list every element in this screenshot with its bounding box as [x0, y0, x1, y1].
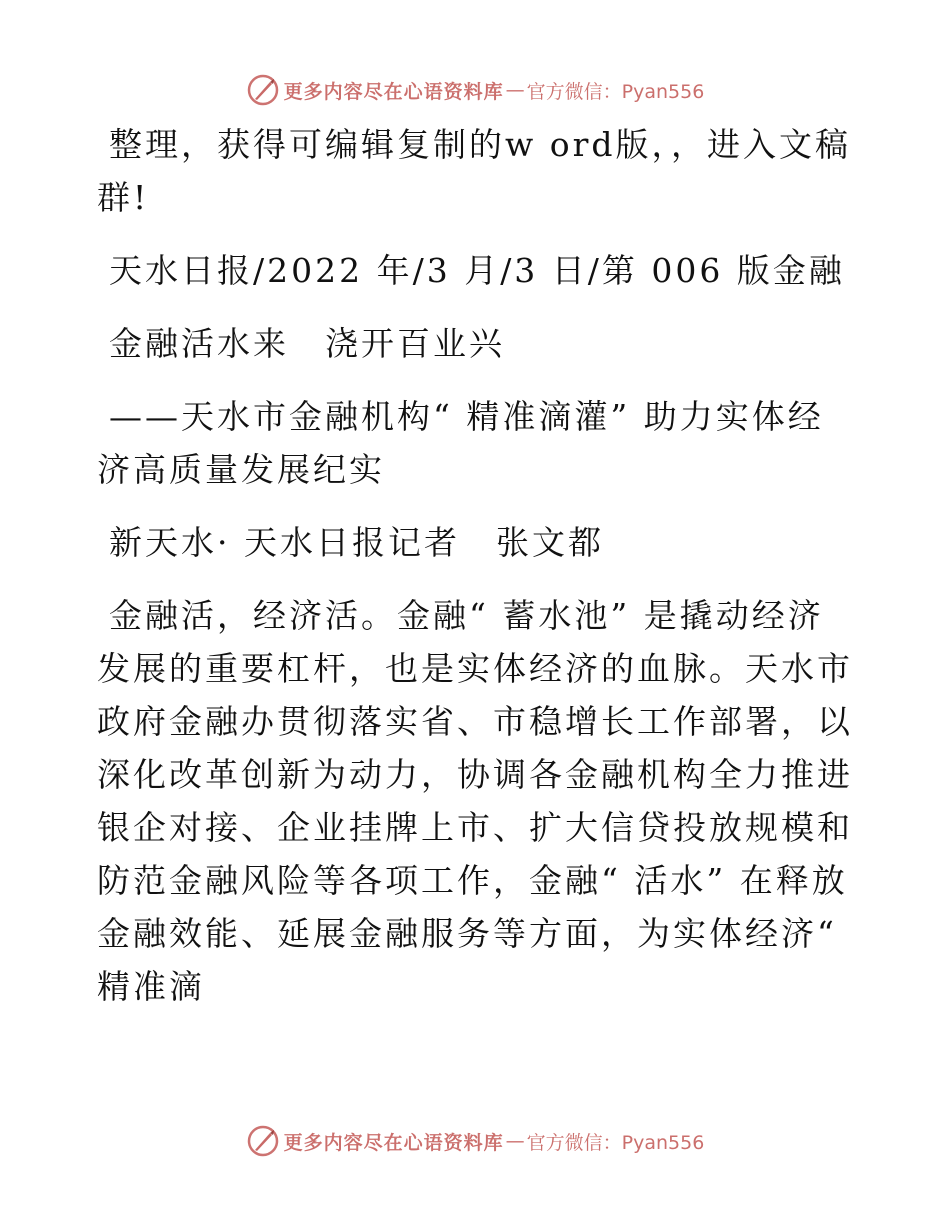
watermark-contact: 官方微信：Pyan556: [526, 80, 705, 103]
header-watermark: [0, 70, 950, 110]
watermark-brand: 更多内容尽在心语资料库: [283, 80, 504, 103]
body-paragraph: 金融活，经济活。金融“ 蓄水池” 是撬动经济发展的重要杠杆，也是实体经济的血脉。天水市政府金融办贯彻落实省、市稳增长工作部署，以深化改革创新为动力，协调各金融机构全力推进银企对接、企业挂牌上市、扩大信贷投放规模和防范金融风险等各项工作，金融“ 活水” 在释放金融效能、延展金融服务等方面，为实体经济“ 精准滴: [97, 596, 853, 1006]
quill-pen-logo-icon: [246, 1124, 280, 1158]
intro-paragraph: 整理，获得可编辑复制的w ord版，，进入文稿群!: [97, 125, 852, 217]
quill-pen-logo-icon: [246, 73, 280, 107]
watermark-separator: —: [505, 79, 525, 101]
watermark-brand: 更多内容尽在心语资料库: [283, 1131, 504, 1154]
article-title: 金融活水来 浇开百业兴: [109, 324, 505, 363]
watermark-contact: 官方微信：Pyan556: [526, 1131, 705, 1154]
article-subtitle: ——天水市金融机构“ 精准滴灌” 助力实体经济高质量发展纪实: [97, 397, 824, 489]
source-line: 天水日报/2022 年/3 月/3 日/第 006 版金融: [109, 251, 845, 290]
footer-watermark: [0, 1121, 950, 1161]
document-body: [97, 118, 857, 1033]
byline: 新天水· 天水日报记者 张文都: [109, 523, 604, 562]
watermark-separator: —: [505, 1130, 525, 1152]
